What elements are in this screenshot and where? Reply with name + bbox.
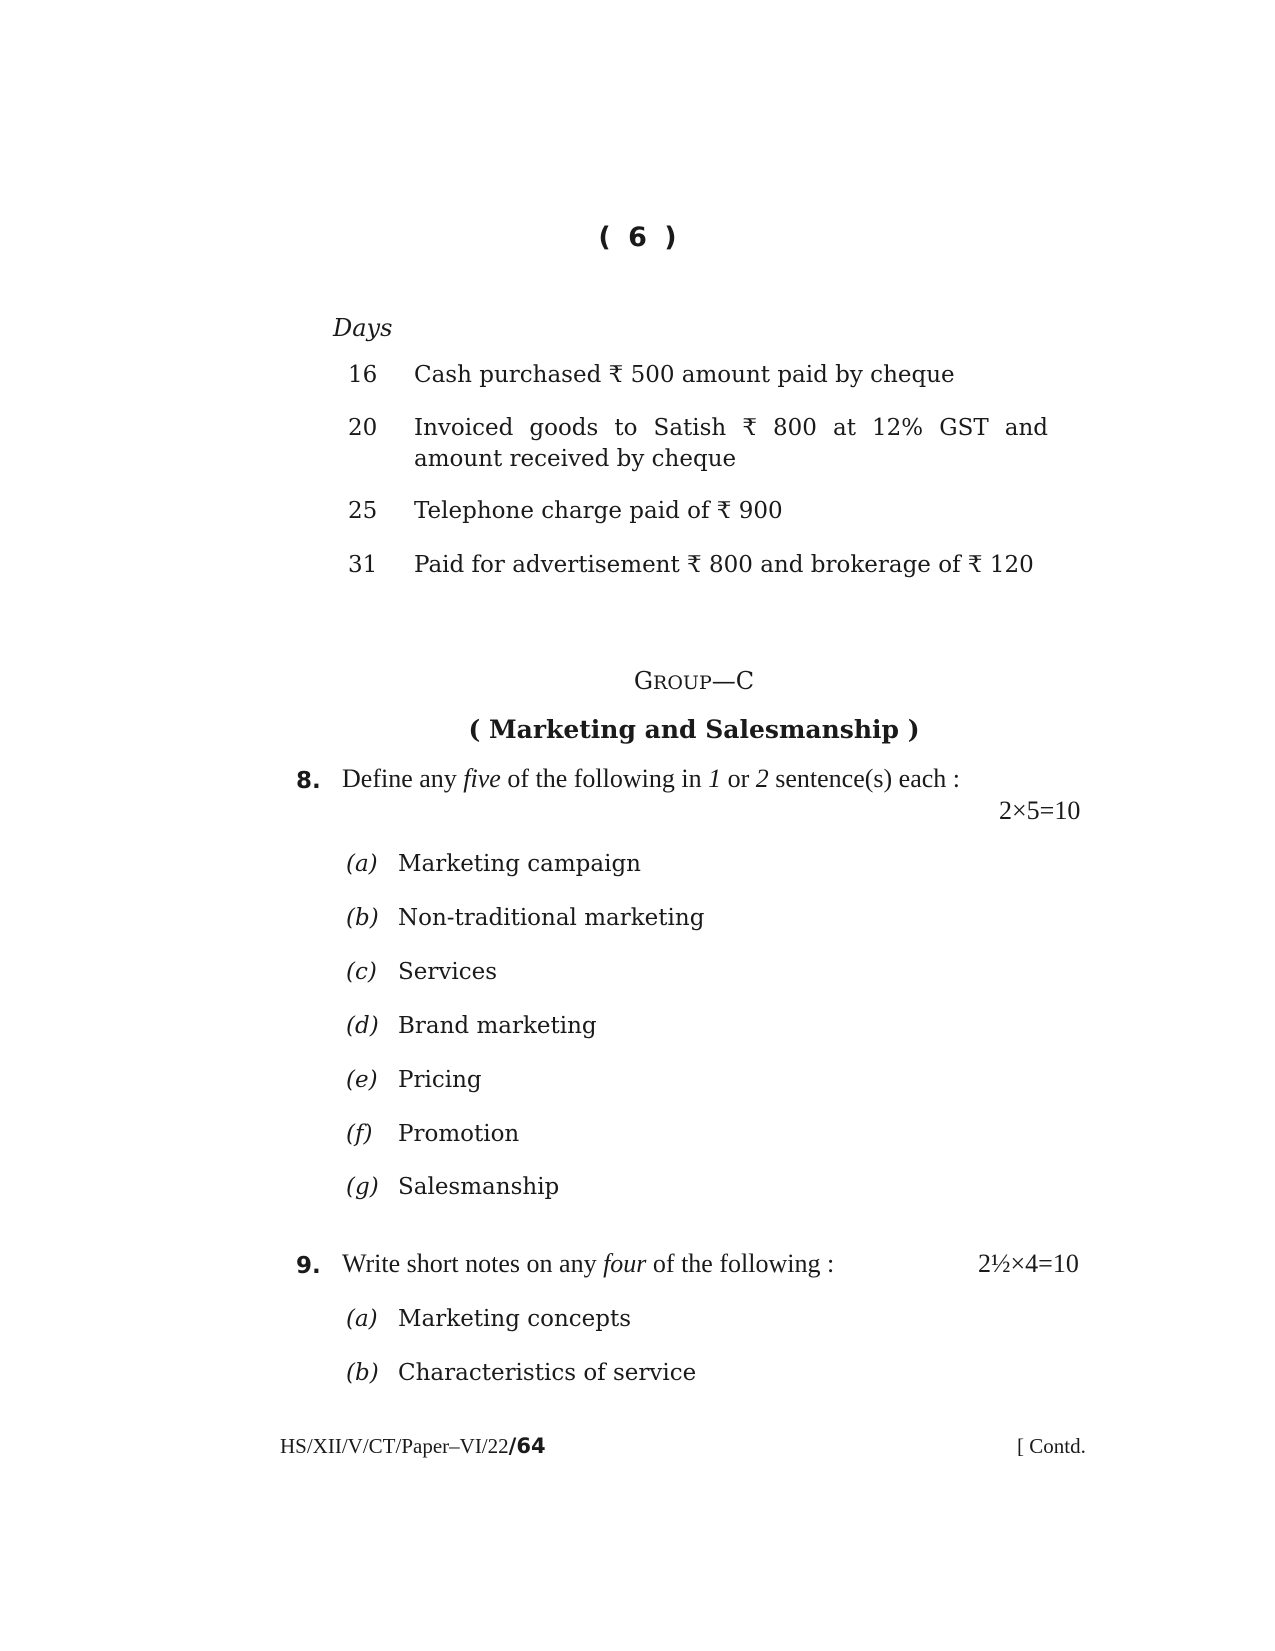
- question-8-text: Define any five of the following in 1 or 2 sentence(s) each :: [342, 764, 961, 793]
- question-9-item: [346, 1360, 696, 1386]
- item-text: Services: [398, 959, 498, 985]
- item-text: Marketing concepts: [398, 1306, 632, 1332]
- question-8-item: [346, 1013, 597, 1039]
- entry-day: 25: [348, 498, 378, 524]
- item-text: Brand marketing: [398, 1013, 597, 1039]
- question-8-marks: 2×5=10: [999, 796, 1081, 825]
- group-heading: GROUP—C: [633, 667, 755, 695]
- transaction-entry: [348, 550, 1048, 581]
- question-9-item: [346, 1306, 631, 1332]
- days-label: Days: [333, 314, 393, 342]
- item-label: (b): [346, 905, 379, 931]
- item-label: (a): [346, 851, 378, 877]
- entry-text: Telephone charge paid of ₹ 900: [414, 498, 783, 524]
- item-label: (b): [346, 1360, 379, 1386]
- entry-day: 20: [348, 415, 378, 441]
- question-9-number: 9.: [296, 1253, 321, 1279]
- section-title: ( Marketing and Salesmanship ): [468, 715, 920, 744]
- continued-note: [ Contd.: [1017, 1434, 1086, 1458]
- entry-text: Invoiced goods to Satish ₹ 800 at 12% GST and amount received by cheque: [414, 415, 1048, 472]
- item-label: (g): [346, 1174, 379, 1200]
- item-text: Marketing campaign: [398, 851, 641, 877]
- transaction-entry: [348, 413, 1048, 475]
- question-9-marks: 2½×4=10: [978, 1249, 1079, 1278]
- entry-day: 31: [348, 552, 378, 578]
- item-label: (c): [346, 959, 377, 985]
- item-text: Promotion: [398, 1121, 520, 1147]
- question-8-item: [346, 1067, 482, 1093]
- item-label: (f): [346, 1121, 373, 1147]
- item-label: (d): [346, 1013, 379, 1039]
- question-8-item: [346, 959, 497, 985]
- item-label: (a): [346, 1306, 378, 1332]
- question-9-text: Write short notes on any four of the following :: [342, 1249, 835, 1278]
- transaction-entry: [348, 360, 1048, 391]
- item-text: Pricing: [398, 1067, 482, 1093]
- question-8-item: [346, 851, 641, 877]
- item-text: Characteristics of service: [398, 1360, 697, 1386]
- question-8-item: [346, 905, 704, 931]
- entry-text: Paid for advertisement ₹ 800 and brokerage of ₹ 120: [414, 552, 1034, 578]
- item-text: Salesmanship: [398, 1174, 560, 1200]
- question-8-item: [346, 1174, 559, 1200]
- transaction-entry: [348, 496, 1048, 527]
- question-8-item: [346, 1121, 519, 1147]
- item-label: (e): [346, 1067, 378, 1093]
- question-8-number: 8.: [296, 768, 321, 794]
- item-text: Non-traditional marketing: [398, 905, 705, 931]
- entry-day: 16: [348, 362, 378, 388]
- entry-text: Cash purchased ₹ 500 amount paid by cheque: [414, 362, 955, 388]
- page-number: ( 6 ): [598, 222, 677, 253]
- paper-code: HS/XII/V/CT/Paper–VI/22/64: [280, 1434, 546, 1458]
